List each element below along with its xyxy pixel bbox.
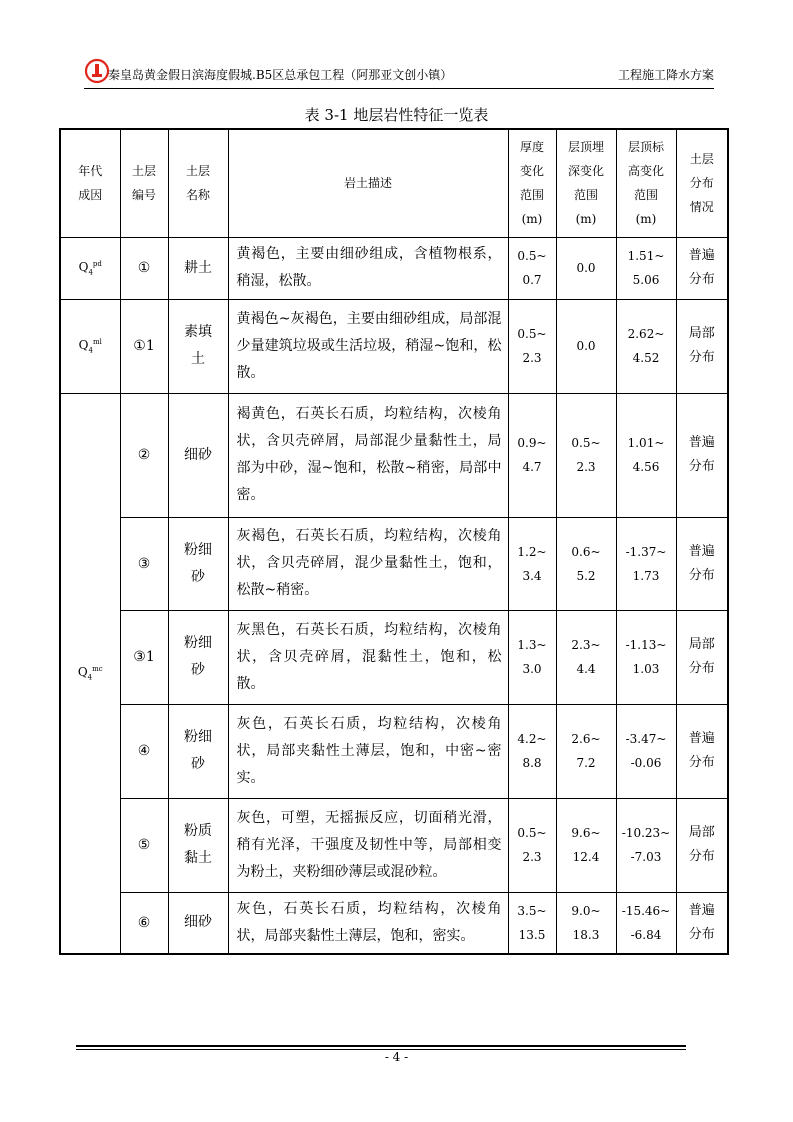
depth-cell: 9.6~ 12.4 bbox=[556, 798, 616, 892]
project-title: 秦皇岛黄金假日滨海度假城.B5区总承包工程（阿那亚文创小镇） bbox=[108, 68, 453, 82]
thickness-cell: 1.2~ 3.4 bbox=[508, 517, 556, 610]
layer-no-cell: ② bbox=[120, 393, 168, 517]
col-header-thickness: 厚度 变化 范围 (m) bbox=[508, 129, 556, 237]
layer-no-cell: ③ bbox=[120, 517, 168, 610]
depth-cell: 2.6~ 7.2 bbox=[556, 704, 616, 798]
distribution-cell: 普遍 分布 bbox=[676, 393, 728, 517]
thickness-cell: 0.5~ 2.3 bbox=[508, 299, 556, 393]
distribution-cell: 普遍 分布 bbox=[676, 892, 728, 954]
thickness-cell: 0.5~ 0.7 bbox=[508, 237, 556, 299]
table-header-row bbox=[60, 129, 728, 237]
col-header-layer-no: 土层 编号 bbox=[120, 129, 168, 237]
elevation-cell: -3.47~ -0.06 bbox=[616, 704, 676, 798]
distribution-cell: 普遍 分布 bbox=[676, 237, 728, 299]
layer-name-cell: 粉细 砂 bbox=[168, 610, 228, 704]
depth-cell: 0.5~ 2.3 bbox=[556, 393, 616, 517]
depth-cell: 0.6~ 5.2 bbox=[556, 517, 616, 610]
thickness-cell: 3.5~ 13.5 bbox=[508, 892, 556, 954]
layer-name-cell: 素填 土 bbox=[168, 299, 228, 393]
table-row bbox=[60, 798, 728, 892]
description-cell: 灰色，可塑，无摇振反应，切面稍光滑，稍有光泽，干强度及韧性中等，局部相变为粉土，夹粉细砂薄层或混砂粒。 bbox=[228, 798, 508, 892]
layer-no-cell: ⑤ bbox=[120, 798, 168, 892]
elevation-cell: -15.46~ -6.84 bbox=[616, 892, 676, 954]
layer-name-cell: 细砂 bbox=[168, 393, 228, 517]
description-cell: 黄褐色~灰褐色，主要由细砂组成，局部混少量建筑垃圾或生活垃圾，稍湿~饱和，松散。 bbox=[228, 299, 508, 393]
description-cell: 褐黄色，石英长石质，均粒结构，次棱角状，含贝壳碎屑，局部混少量黏性土，局部为中砂，湿~饱和，松散~稍密，局部中密。 bbox=[228, 393, 508, 517]
depth-cell: 0.0 bbox=[556, 237, 616, 299]
table-row bbox=[60, 393, 728, 517]
layer-name-cell: 粉细 砂 bbox=[168, 704, 228, 798]
distribution-cell: 普遍 分布 bbox=[676, 517, 728, 610]
description-cell: 灰色，石英长石质，均粒结构，次棱角状，局部夹黏性土薄层，饱和，中密~密实。 bbox=[228, 704, 508, 798]
depth-cell: 0.0 bbox=[556, 299, 616, 393]
table-caption: 表 3-1 地层岩性特征一览表 bbox=[304, 106, 489, 124]
col-header-age: 年代 成因 bbox=[60, 129, 120, 237]
thickness-cell: 0.5~ 2.3 bbox=[508, 798, 556, 892]
distribution-cell: 普遍 分布 bbox=[676, 704, 728, 798]
layer-no-cell: ④ bbox=[120, 704, 168, 798]
elevation-cell: 2.62~ 4.52 bbox=[616, 299, 676, 393]
page-header bbox=[84, 58, 714, 90]
depth-cell: 9.0~ 18.3 bbox=[556, 892, 616, 954]
footer-rule bbox=[76, 1045, 686, 1047]
thickness-cell: 0.9~ 4.7 bbox=[508, 393, 556, 517]
page-number: - 4 - bbox=[384, 1050, 409, 1064]
age-cell: $Q_4^{pd}$ bbox=[60, 237, 120, 299]
table-row bbox=[60, 610, 728, 704]
layer-no-cell: ① bbox=[120, 237, 168, 299]
distribution-cell: 局部 分布 bbox=[676, 798, 728, 892]
document-title: 工程施工降水方案 bbox=[617, 68, 714, 82]
layer-no-cell: ③1 bbox=[120, 610, 168, 704]
layer-name-cell: 粉细 砂 bbox=[168, 517, 228, 610]
col-header-description: 岩土描述 bbox=[228, 129, 508, 237]
table-row bbox=[60, 237, 728, 299]
description-cell: 黄褐色，主要由细砂组成，含植物根系，稍湿，松散。 bbox=[228, 237, 508, 299]
elevation-cell: -1.13~ 1.03 bbox=[616, 610, 676, 704]
description-cell: 灰黑色，石英长石质，均粒结构，次棱角状，含贝壳碎屑，混黏性土，饱和，松散。 bbox=[228, 610, 508, 704]
company-logo-icon bbox=[84, 58, 110, 84]
elevation-cell: -10.23~ -7.03 bbox=[616, 798, 676, 892]
layer-name-cell: 粉质 黏土 bbox=[168, 798, 228, 892]
distribution-cell: 局部 分布 bbox=[676, 299, 728, 393]
layer-name-cell: 耕土 bbox=[168, 237, 228, 299]
col-header-depth: 层顶埋 深变化 范围 (m) bbox=[556, 129, 616, 237]
layer-no-cell: ①1 bbox=[120, 299, 168, 393]
elevation-cell: 1.51~ 5.06 bbox=[616, 237, 676, 299]
header-rule bbox=[84, 88, 714, 89]
thickness-cell: 1.3~ 3.0 bbox=[508, 610, 556, 704]
depth-cell: 2.3~ 4.4 bbox=[556, 610, 616, 704]
strata-table bbox=[59, 128, 729, 955]
distribution-cell: 局部 分布 bbox=[676, 610, 728, 704]
elevation-cell: 1.01~ 4.56 bbox=[616, 393, 676, 517]
table-row bbox=[60, 892, 728, 954]
table-row bbox=[60, 517, 728, 610]
layer-no-cell: ⑥ bbox=[120, 892, 168, 954]
elevation-cell: -1.37~ 1.73 bbox=[616, 517, 676, 610]
age-cell: $Q_4^{ml}$ bbox=[60, 299, 120, 393]
table-row bbox=[60, 704, 728, 798]
table-row bbox=[60, 299, 728, 393]
description-cell: 灰色，石英长石质，均粒结构，次棱角状，局部夹黏性土薄层，饱和，密实。 bbox=[228, 892, 508, 954]
col-header-elevation: 层顶标 高变化 范围 (m) bbox=[616, 129, 676, 237]
col-header-distribution: 土层 分布 情况 bbox=[676, 129, 728, 237]
layer-name-cell: 细砂 bbox=[168, 892, 228, 954]
col-header-layer-name: 土层 名称 bbox=[168, 129, 228, 237]
description-cell: 灰褐色，石英长石质，均粒结构，次棱角状，含贝壳碎屑，混少量黏性土，饱和，松散~稍密。 bbox=[228, 517, 508, 610]
age-cell: $Q_4^{mc}$ bbox=[60, 393, 120, 954]
thickness-cell: 4.2~ 8.8 bbox=[508, 704, 556, 798]
